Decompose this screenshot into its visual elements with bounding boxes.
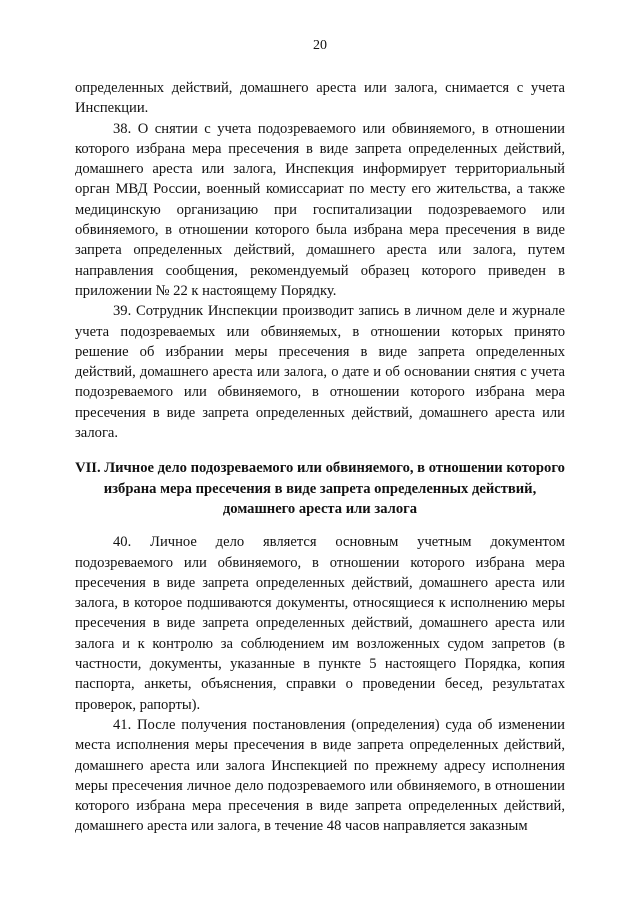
paragraph-38: 38. О снятии с учета подозреваемого или обвиняемого, в отношении которого избрана мера пресечения в виде запрета определенных действий, домашнего ареста или залога, Инспекция информирует территориальный орган МВД России, военный комиссариат по месту его жительства, а также медицинскую организацию при госпитализации подозреваемого или обвиняемого, в отношении которого была избрана мера пресечения в виде запрета определенных действий, домашнего ареста или залога, путем направления сообщения, рекомендуемый образец которого приведен в приложении № 22 к настоящему Порядку. <box>75 120 565 299</box>
paragraph-continuation: определенных действий, домашнего ареста или залога, снимается с учета Инспекции. <box>75 80 565 117</box>
paragraph-39: 39. Сотрудник Инспекции производит запись в личном деле и журнале учета подозреваемых или обвиняемых, в отношении которых принято решение об избрании меры пресечения в виде запрета определенных действий, домашнего ареста или залога, о дате и об основании снятия с учета подозреваемого или обвиняемого, в отношении которого избрана мера пресечения в виде запрета определенных действий, домашнего ареста или залога. <box>75 303 565 442</box>
paragraph-41: 41. После получения постановления (определения) суда об изменении места исполнения меры пресечения в виде запрета определенных действий, домашнего ареста или залога Инспекцией по прежнему адресу исполнения меры пресечения личное дело подозреваемого или обвиняемого, в отношении которого избрана мера пресечения в виде запрета определенных действий, домашнего ареста или залога, в течение 48 часов направляется заказным <box>75 716 565 835</box>
document-body <box>75 78 565 837</box>
page-number: 20 <box>313 38 327 53</box>
paragraph-40: 40. Личное дело является основным учетным документом подозреваемого или обвиняемого, в отношении которого избрана мера пресечения в виде запрета определенных действий, домашнего ареста или залога, в которое подшиваются документы, относящиеся к исполнению меры пресечения в виде запрета определенных действий, домашнего ареста или залога и к контролю за соблюдением им возложенных судом запретов (в частности, документы, указанные в пункте 5 настоящего Порядка, копия паспорта, анкеты, объяснения, справки о проведении бесед, результатах проверок, рапорты). <box>75 534 565 713</box>
section-heading: VII. Личное дело подозреваемого или обвиняемого, в отношении которого избрана мера пресечения в виде запрета определенных действий, домашнего ареста или залога <box>75 460 565 517</box>
